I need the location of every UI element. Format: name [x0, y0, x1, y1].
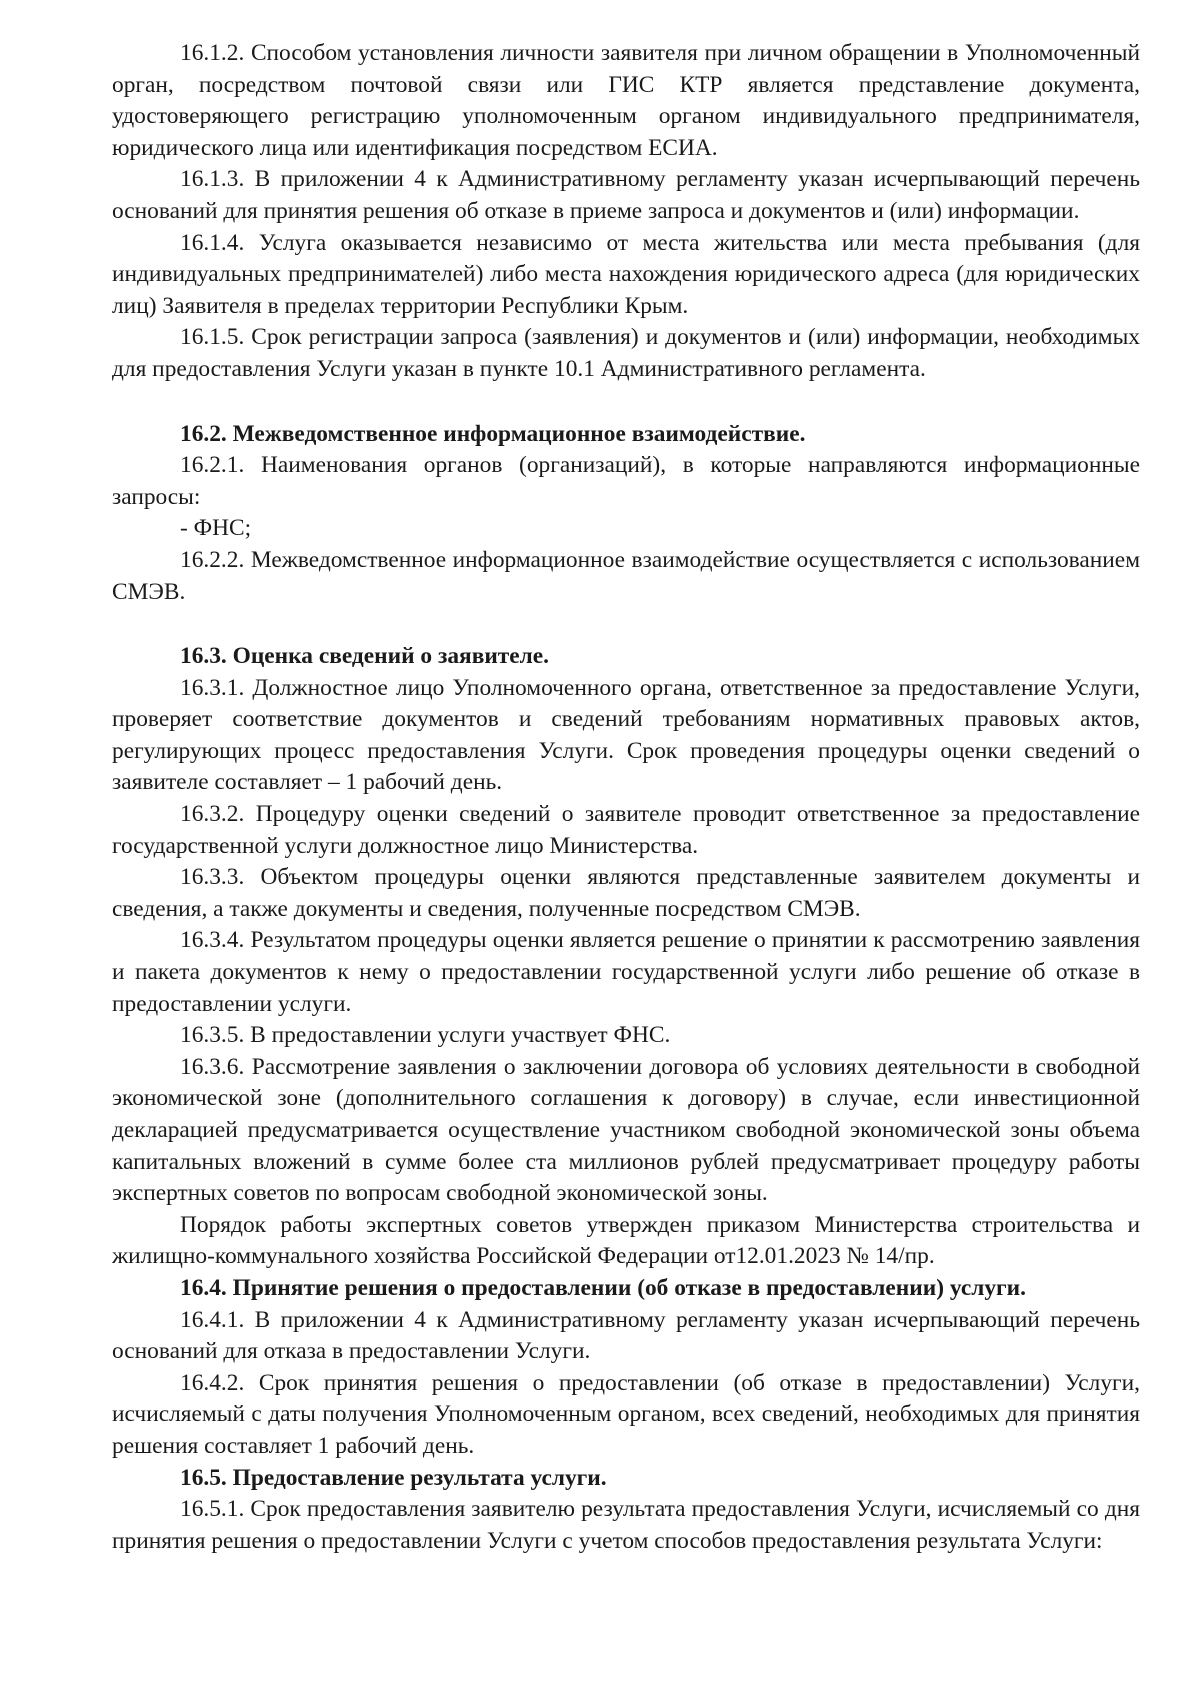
paragraph-16-2-2: 16.2.2. Межведомственное информационное взаимодействие осуществляется с использованием СМЭВ.: [112, 546, 1140, 605]
paragraph-16-4-2: 16.4.2. Срок принятия решения о предоставлении (об отказе в предоставлении) Услуги, исчисляемый с даты получения Уполномоченным органом, всех сведений, необходимых для принятия решения составляет 1 рабочий день.: [112, 1369, 1140, 1459]
paragraph-16-1-2: 16.1.2. Способом установления личности заявителя при личном обращении в Уполномоченный орган, посредством почтовой связи или ГИС КТР является представление документа, удостоверяющего регистрацию уполномоченным органом индивидуального предпринимателя, юридического лица или идентификация посредством ЕСИА.: [112, 40, 1140, 161]
paragraph-16-1-3: 16.1.3. В приложении 4 к Административному регламенту указан исчерпывающий перечень оснований для принятия решения об отказе в приеме запроса и документов и (или) информации.: [112, 166, 1140, 224]
paragraph-16-3-6: 16.3.6. Рассмотрение заявления о заключении договора об условиях деятельности в свободной экономической зоне (дополнительного соглашения к договору) в случае, если инвестиционной декларацией предусматривается осуществление участником свободной экономической зоны объема капитальных вложений в сумме более ста миллионов рублей предусматривает процедуру работы экспертных советов по вопросам свободной экономической зоны.: [112, 1053, 1140, 1207]
paragraph-16-3-2: 16.3.2. Процедуру оценки сведений о заявителе проводит ответственное за предоставление государственной услуги должностное лицо Министерства.: [112, 801, 1140, 859]
section-spacer: [112, 608, 1140, 641]
heading-16-4: 16.4. Принятие решения о предоставлении (об отказе в предоставлении) услуги.: [180, 1274, 1026, 1301]
paragraph-16-4-1: 16.4.1. В приложении 4 к Административному регламенту указан исчерпывающий перечень оснований для отказа в предоставлении Услуги.: [112, 1306, 1140, 1365]
paragraph-16-1-4: 16.1.4. Услуга оказывается независимо от места жительства или места пребывания (для индивидуальных предпринимателей) либо места нахождения юридического адреса (для юридических лиц) Заявителя в пределах территории Республики Крым.: [112, 229, 1140, 319]
paragraph-16-5-1: 16.5.1. Срок предоставления заявителю результата предоставления Услуги, исчисляемый со дня принятия решения о предоставлении Услуги с учетом способов предоставления результата Услуги:: [112, 1496, 1140, 1554]
paragraph-16-3-1: 16.3.1. Должностное лицо Уполномоченного органа, ответственное за предоставление Услуги, проверяет соответствие документов и сведений требованиям нормативных правовых актов, регулирующих процесс предоставления Услуги. Срок проведения процедуры оценки сведений о заявителе составляет – 1 рабочий день.: [112, 674, 1140, 796]
heading-16-3: 16.3. Оценка сведений о заявителе.: [180, 643, 550, 670]
paragraph-16-1-5: 16.1.5. Срок регистрации запроса (заявления) и документов и (или) информации, необходимых для предоставления Услуги указан в пункте 10.1 Административного регламента.: [112, 324, 1140, 382]
document-page: [112, 38, 1140, 1557]
paragraph-16-3-3: 16.3.3. Объектом процедуры оценки являются представленные заявителем документы и сведения, а также документы и сведения, полученные посредством СМЭВ.: [112, 864, 1140, 922]
paragraph-16-3-5: 16.3.5. В предоставлении услуги участвует ФНС.: [180, 1022, 671, 1049]
heading-16-2: 16.2. Межведомственное информационное взаимодействие.: [180, 420, 806, 447]
paragraph-order: Порядок работы экспертных советов утвержден приказом Министерства строительства и жилищно-коммунального хозяйства Российской Федерации от12.01.2023 № 14/пр.: [112, 1211, 1140, 1270]
section-spacer: [112, 386, 1140, 419]
heading-16-5: 16.5. Предоставление результата услуги.: [180, 1464, 607, 1491]
paragraph-16-3-4: 16.3.4. Результатом процедуры оценки является решение о принятии к рассмотрению заявления и пакета документов к нему о предоставлении государственной услуги либо решение об отказе в предоставлении услуги.: [112, 927, 1140, 1017]
paragraph-16-2-1: 16.2.1. Наименования органов (организаций), в которые направляются информационные запросы:: [112, 452, 1140, 510]
list-item-fns: - ФНС;: [180, 515, 252, 542]
